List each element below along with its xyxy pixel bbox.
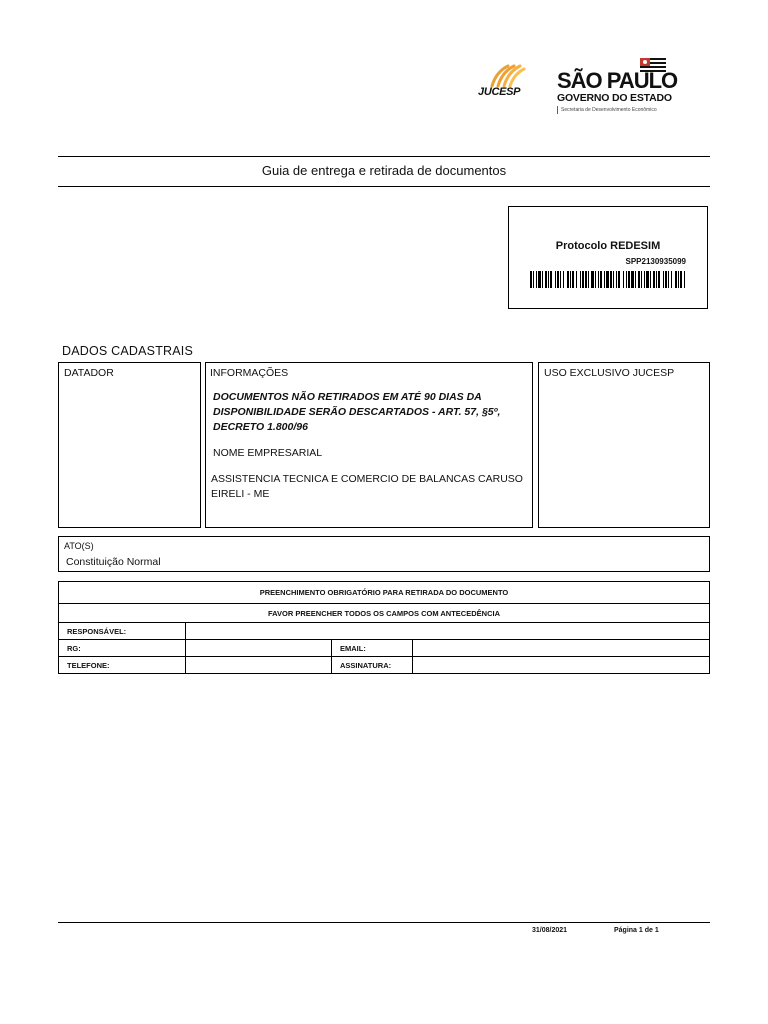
informacoes-label: INFORMAÇÕES	[210, 367, 289, 379]
footer-rule	[58, 922, 710, 923]
informacoes-box	[205, 362, 533, 528]
form-heading-row	[59, 582, 710, 604]
footer-page-number: Página 1 de 1	[614, 927, 659, 934]
assinatura-label: ASSINATURA:	[332, 657, 413, 674]
atos-value: Constituição Normal	[66, 556, 161, 568]
responsavel-label: RESPONSÁVEL:	[59, 623, 186, 640]
form-heading-row	[59, 604, 710, 623]
secretaria-text: Secretaria de Desenvolvimento Econômico	[561, 107, 657, 113]
form-heading-antecedencia: FAVOR PREENCHER TODOS OS CAMPOS COM ANTECEDÊNCIA	[59, 604, 710, 623]
form-heading-obrigatorio: PREENCHIMENTO OBRIGATÓRIO PARA RETIRADA DO DOCUMENTO	[59, 582, 710, 604]
protocolo-number: SPP2130935099	[625, 257, 686, 266]
protocolo-label: Protocolo REDESIM	[555, 240, 661, 252]
atos-label: ATO(S)	[64, 541, 94, 551]
footer-date: 31/08/2021	[532, 927, 568, 934]
nome-empresarial-label: NOME EMPRESARIAL	[213, 447, 323, 459]
document-title: Guia de entrega e retirada de documentos	[261, 163, 507, 178]
barcode-icon	[530, 271, 686, 288]
datador-box	[58, 362, 201, 528]
responsavel-field[interactable]	[186, 623, 710, 640]
email-label: EMAIL:	[332, 640, 413, 657]
title-bottom-rule	[58, 186, 710, 187]
uso-exclusivo-box	[538, 362, 710, 528]
email-field[interactable]	[413, 640, 710, 657]
title-top-rule	[58, 156, 710, 157]
descarte-warning: DOCUMENTOS NÃO RETIRADOS EM ATÉ 90 DIAS DA DISPONIBILIDADE SERÃO DESCARTADOS - ART. 57, §5º, DECRETO 1.800/96	[213, 391, 501, 433]
sao-paulo-logo-title: SÃO PAULO	[557, 68, 678, 93]
retirada-form-table	[58, 581, 710, 674]
jucesp-logo-text: JUCESP	[478, 86, 521, 98]
telefone-label: TELEFONE:	[59, 657, 186, 674]
form-row-rg-email	[59, 640, 710, 657]
sao-paulo-logo-subtitle: GOVERNO DO ESTADO	[557, 92, 672, 104]
form-row-telefone-assinatura	[59, 657, 710, 674]
secretaria-divider	[557, 106, 558, 114]
rg-field[interactable]	[186, 640, 332, 657]
assinatura-field[interactable]	[413, 657, 710, 674]
rg-label: RG:	[59, 640, 186, 657]
form-row-responsavel	[59, 623, 710, 640]
datador-label: DATADOR	[64, 367, 114, 379]
telefone-field[interactable]	[186, 657, 332, 674]
nome-empresarial-value: ASSISTENCIA TECNICA E COMERCIO DE BALANCAS CARUSO EIRELI - ME	[211, 473, 523, 500]
section-title-dados-cadastrais: DADOS CADASTRAIS	[62, 344, 194, 358]
uso-exclusivo-label: USO EXCLUSIVO JUCESP	[544, 367, 675, 379]
